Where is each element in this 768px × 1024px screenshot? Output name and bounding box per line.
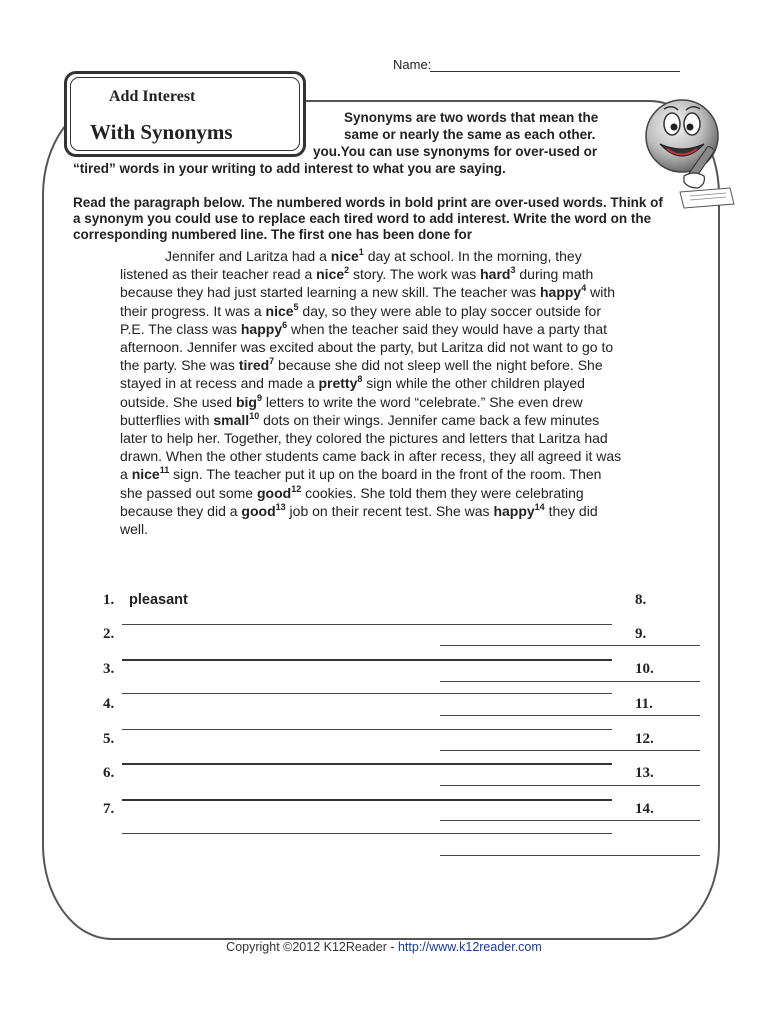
- answer-line-13[interactable]: [440, 785, 700, 786]
- intro-line-3: [313, 143, 597, 160]
- tired-word-5: nice: [265, 302, 294, 319]
- tired-word-9: big: [235, 393, 257, 410]
- story-line: because they had just started learning a new skill. The teacher was happy$^4$ with: [120, 283, 616, 301]
- story-line: because they did a good$^{13}$ job on their recent test. She was happy$^{14}$ they did: [120, 501, 598, 519]
- answer-number-8: 8.: [635, 592, 647, 608]
- story-line: Jennifer and Laritza had a nice$^1$ day at school. In the morning, they: [165, 247, 582, 264]
- copyright-text: Copyright ©2012 K12Reader -: [226, 940, 398, 954]
- story-line: butterflies with small$^{10}$ dots on their wings. Jennifer came back a few minutes: [120, 410, 600, 428]
- answer-line-14[interactable]: [440, 820, 700, 821]
- answer-line-right-extra[interactable]: [440, 855, 700, 856]
- answer-line-6[interactable]: [122, 763, 612, 765]
- tired-word-10: small: [213, 411, 250, 428]
- story-paragraph: [120, 247, 660, 538]
- tired-word-4: happy: [539, 284, 582, 301]
- answer-line-10[interactable]: [440, 681, 700, 682]
- answer-number-11: 11.: [635, 696, 653, 712]
- story-line: the party. She was tired$^7$ because she did not sleep well the night before. She: [120, 356, 603, 374]
- intro-line-3-prefix: you.: [313, 144, 341, 159]
- story-line: drawn. When the other students came back in after recess, they all agreed it was: [120, 448, 622, 465]
- tired-word-14: happy: [493, 502, 535, 519]
- story-line: she passed out some good$^{12}$ cookies. She told them they were celebrating: [120, 483, 584, 501]
- story-line: well.: [120, 521, 149, 538]
- answer-number-7: 7.: [103, 801, 115, 817]
- answer-number-14: 14.: [635, 801, 654, 817]
- answer-line-extra[interactable]: [122, 833, 612, 834]
- tired-word-8: pretty: [318, 375, 358, 392]
- answer-number-10: 10.: [635, 661, 654, 677]
- story-line: P.E. The class was happy$^6$ when the teacher said they would have a party that: [120, 319, 607, 337]
- intro-line-4: “tired” words in your writing to add interest to what you are saying.: [73, 161, 506, 176]
- tired-word-11: nice: [131, 466, 160, 483]
- answer-number-9: 9.: [635, 626, 647, 642]
- answer-number-4: 4.: [103, 696, 115, 712]
- story-line: their progress. It was a nice$^5$ day, so they were able to play soccer outside for: [120, 301, 602, 319]
- answer-line-11[interactable]: [440, 715, 700, 716]
- name-label: Name:: [393, 57, 432, 72]
- story-line: outside. She used big$^9$ letters to write the word “celebrate.” She even drew: [120, 392, 583, 410]
- answer-line-4[interactable]: [122, 693, 612, 694]
- footer: [0, 940, 768, 954]
- tired-word-13: good: [241, 502, 276, 519]
- story-line: listened as their teacher read a nice$^2$ story. The work was hard$^3$ during math: [120, 265, 594, 283]
- answer-number-6: 6.: [103, 765, 115, 781]
- instructions: Read the paragraph below. The numbered words in bold print are over-used words. Think of a synonym you could use to replace each tired word to add interest. Write the word on the corresponding numbered line. The first one has been done for: [73, 195, 663, 242]
- page-title: With Synonyms: [90, 120, 233, 144]
- answer-line-7[interactable]: [122, 799, 612, 801]
- tired-word-3: hard: [480, 266, 511, 283]
- tired-word-7: tired: [238, 357, 270, 374]
- story-line: later to help her. Together, they colored the pictures and letters that Laritza had: [120, 430, 608, 447]
- tired-word-6: happy: [240, 320, 283, 337]
- answer-line-2[interactable]: [122, 624, 612, 625]
- intro-line-3-text: You can use synonyms for over-used or: [340, 144, 598, 159]
- story-line: afternoon. Jennifer was excited about the party, but Laritza did not want to go to: [120, 339, 614, 356]
- name-input-line[interactable]: [430, 71, 680, 72]
- answer-line-9[interactable]: [440, 645, 700, 646]
- smiley-writing-icon: [640, 92, 740, 212]
- k12reader-link[interactable]: http://www.k12reader.com: [397, 940, 542, 954]
- answer-1-value: pleasant: [129, 592, 188, 608]
- answer-line-12[interactable]: [440, 750, 700, 751]
- tired-word-12: good: [256, 484, 292, 501]
- answer-number-13: 13.: [635, 765, 654, 781]
- answer-line-3[interactable]: [122, 659, 612, 661]
- answer-number-12: 12.: [635, 731, 654, 747]
- title-box: [64, 71, 306, 157]
- tired-word-1: nice: [330, 248, 359, 264]
- answer-number-1: 1.: [103, 592, 115, 608]
- story-line: a nice$^{11}$ sign. The teacher put it up on the board in the front of the room. Then: [120, 465, 602, 483]
- answer-number-3: 3.: [103, 661, 115, 677]
- title-line-1: Add Interest: [109, 88, 196, 105]
- intro-line-1: Synonyms are two words that mean the: [344, 110, 599, 125]
- intro-line-2: same or nearly the same as each other.: [344, 127, 596, 142]
- tired-word-2: nice: [316, 266, 345, 283]
- story-line: stayed in at recess and made a pretty$^8$ sign while the other children played: [120, 374, 585, 392]
- answer-line-5[interactable]: [122, 729, 612, 730]
- answer-number-2: 2.: [103, 626, 115, 642]
- answer-number-5: 5.: [103, 731, 115, 747]
